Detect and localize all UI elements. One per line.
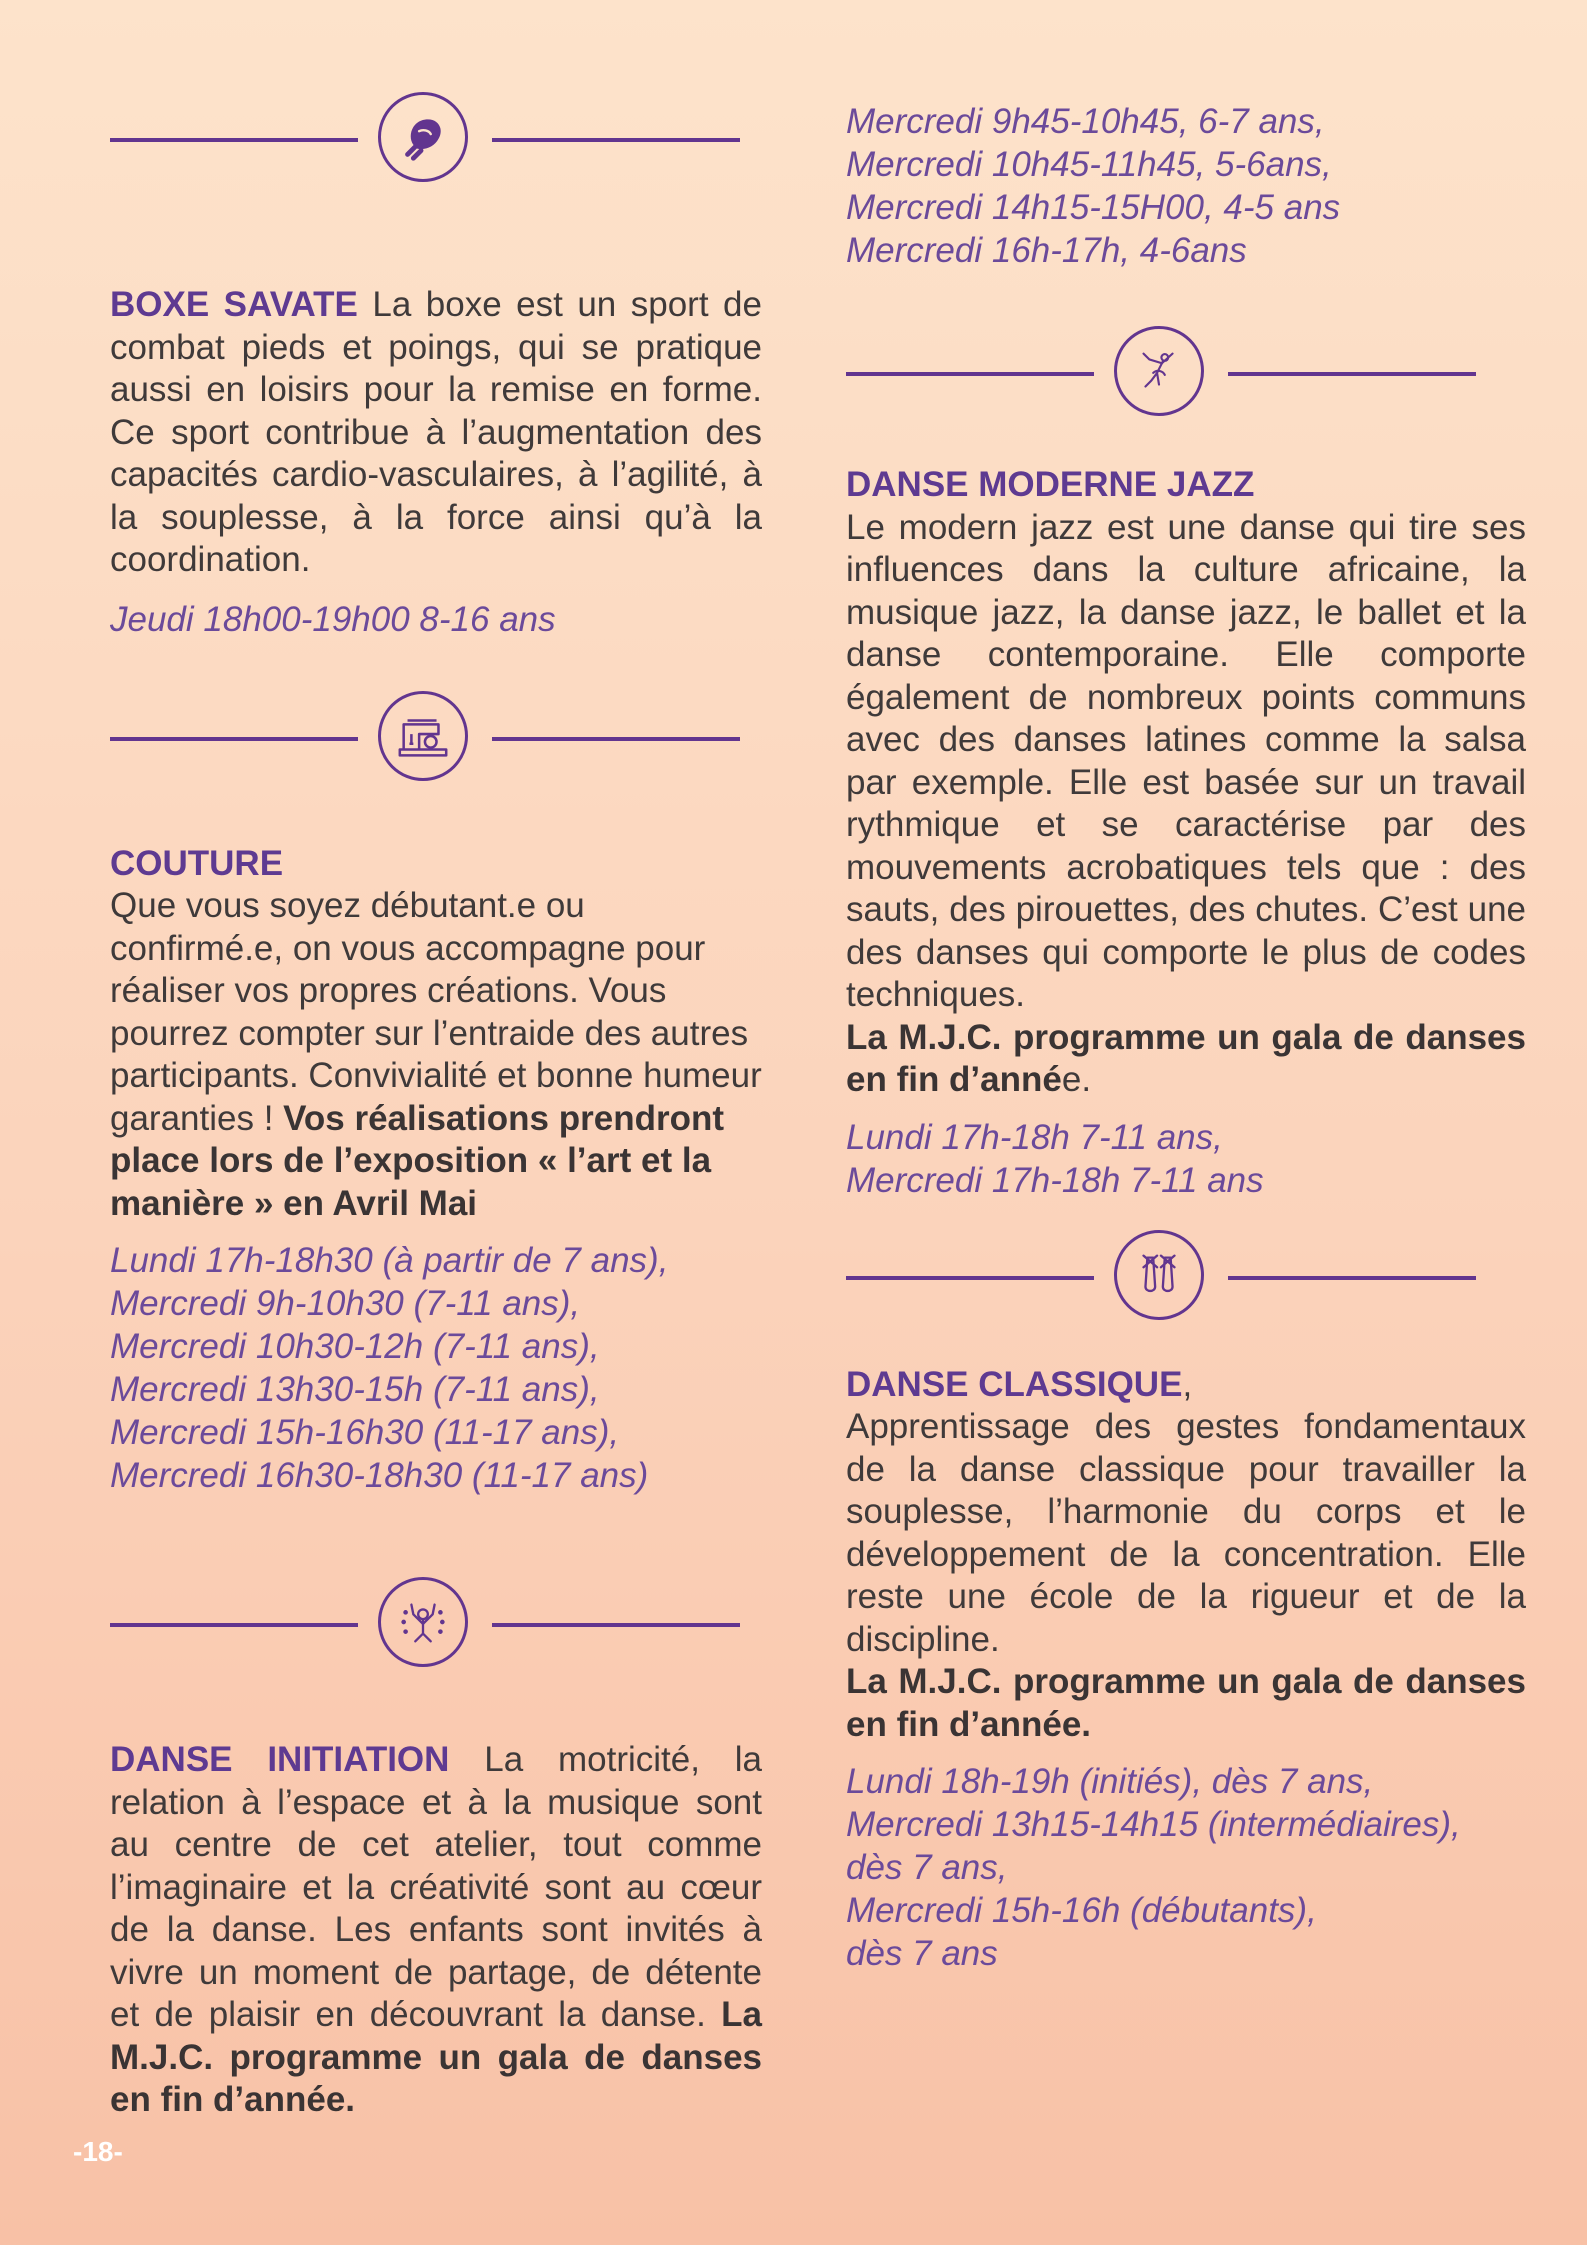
boxe-body: La boxe est un sport de combat pieds et poings, qui se pratique aussi en loisirs pour la remise en forme. Ce sport contribue à l’augmentation des capacités cardio-vasculaires, à l’agilité, à la souplesse, à la force ainsi qu’à la coordination. <box>110 285 762 579</box>
section-divider-jazz <box>846 326 1476 420</box>
schedule-line: dès 7 ans <box>846 1934 998 1973</box>
classique-paragraph <box>846 1364 1526 1747</box>
schedule-line: Mercredi 16h30-18h30 (11-17 ans) <box>110 1456 649 1495</box>
classique-schedule <box>846 1760 1526 1975</box>
section-divider-initiation <box>110 1577 740 1671</box>
classique-highlight: La M.J.C. programme un gala de danses en fin d’année. <box>846 1662 1526 1744</box>
section-divider-classique <box>846 1230 1476 1324</box>
section-divider-couture <box>110 691 740 785</box>
divider-line <box>846 1276 1094 1280</box>
divider-line <box>1228 1276 1476 1280</box>
initiation-highlight: La M.J.C. programme un gala de danses en fin d’année. <box>110 1995 762 2119</box>
couture-paragraph <box>110 843 762 1226</box>
couture-highlight: Vos réalisations prendront place lors de l’exposition « l’art et la manière » en Avril Mai <box>110 1098 724 1223</box>
top-schedule <box>846 100 1526 272</box>
left-column <box>110 92 762 2122</box>
boxe-schedule <box>110 598 762 641</box>
jazz-paragraph <box>846 464 1526 1102</box>
classique-title: DANSE CLASSIQUE <box>846 1364 1183 1404</box>
schedule-line: dès 7 ans, <box>846 1848 1008 1887</box>
classique-title-tail: , <box>1182 1364 1193 1404</box>
page-number: -18- <box>73 2136 123 2167</box>
divider-line <box>492 138 740 142</box>
divider-line <box>110 737 358 741</box>
sewing-machine-icon <box>378 691 468 781</box>
jazz-schedule <box>846 1116 1526 1202</box>
divider-line <box>1228 372 1476 376</box>
section-divider-boxe <box>110 92 740 186</box>
classique-body: Apprentissage des gestes fondamentaux de la danse classique pour travailler la souplesse, l’harmonie du corps et le développement de la concentration. Elle reste une école de la rigueur et de la discipline. <box>846 1407 1526 1659</box>
divider-line <box>110 1623 358 1627</box>
jazz-highlight: La M.J.C. programme un gala de danses en fin d’anné <box>846 1017 1526 1099</box>
pointe-shoes-icon <box>1114 1230 1204 1320</box>
initiation-paragraph <box>110 1739 762 2122</box>
schedule-line: Lundi 18h-19h (initiés), dès 7 ans, <box>846 1762 1374 1801</box>
ballerina-icon <box>1114 326 1204 416</box>
schedule-line: Mercredi 14h15-15H00, 4-5 ans <box>846 188 1341 227</box>
divider-line <box>110 138 358 142</box>
schedule-line: Mercredi 15h-16h (débutants), <box>846 1891 1317 1930</box>
schedule-line: Mercredi 13h15-14h15 (intermédiaires), <box>846 1805 1461 1844</box>
schedule-line: Lundi 17h-18h 7-11 ans, <box>846 1117 1223 1157</box>
divider-line <box>492 737 740 741</box>
schedule-line: Mercredi 15h-16h30 (11-17 ans), <box>110 1413 620 1452</box>
schedule-line: Mercredi 10h30-12h (7-11 ans), <box>110 1327 600 1366</box>
schedule-line: Mercredi 17h-18h 7-11 ans <box>846 1160 1264 1200</box>
boxing-glove-icon <box>378 92 468 182</box>
divider-line <box>492 1623 740 1627</box>
right-column <box>846 100 1526 1975</box>
initiation-body: La motricité, la relation à l’espace et à la musique sont au centre de cet atelier, tout comme l’imaginaire et la créativité sont au cœur de la danse. Les enfants sont invités à vivre un moment de partage, de détente et de plaisir en découvrant la danse. <box>110 1740 762 2034</box>
boxe-title: BOXE SAVATE <box>110 285 358 324</box>
schedule-line: Mercredi 16h-17h, 4-6ans <box>846 231 1247 270</box>
schedule-line: Mercredi 10h45-11h45, 5-6ans, <box>846 145 1332 184</box>
jazz-body: Le modern jazz est une danse qui tire ses influences dans la culture africaine, la musique jazz, la danse jazz, le ballet et la danse contemporaine. Elle comporte également de nombreux points communs avec des danses latines comme la salsa par exemple. Elle est basée sur un travail rythmique et se caractérise par des mouvements acrobatiques tels que : des sauts, des pirouettes, des chutes. C’est une des danses qui comporte le plus de codes techniques. <box>846 507 1526 1014</box>
couture-title: COUTURE <box>110 843 284 883</box>
dancer-hands-icon <box>378 1577 468 1667</box>
schedule-line: Mercredi 9h-10h30 (7-11 ans), <box>110 1284 581 1323</box>
jazz-title: DANSE MODERNE JAZZ <box>846 465 1255 504</box>
divider-line <box>846 372 1094 376</box>
couture-body: Que vous soyez débutant.e ou confirmé.e, on vous accompagne pour réaliser vos propres créations. Vous pourrez compter sur l’entraide des autres participants. Convivialité et bonne humeur garanties ! <box>110 886 762 1138</box>
jazz-highlight-tail: e. <box>1061 1060 1092 1099</box>
schedule-line: Mercredi 9h45-10h45, 6-7 ans, <box>846 102 1325 141</box>
schedule-line: Mercredi 13h30-15h (7-11 ans), <box>110 1370 600 1409</box>
initiation-title: DANSE INITIATION <box>110 1740 450 1779</box>
schedule-line: Lundi 17h-18h30 (à partir de 7 ans), <box>110 1241 669 1280</box>
couture-schedule <box>110 1239 762 1497</box>
boxe-paragraph <box>110 284 762 582</box>
schedule-line: Jeudi 18h00-19h00 8-16 ans <box>110 599 556 639</box>
